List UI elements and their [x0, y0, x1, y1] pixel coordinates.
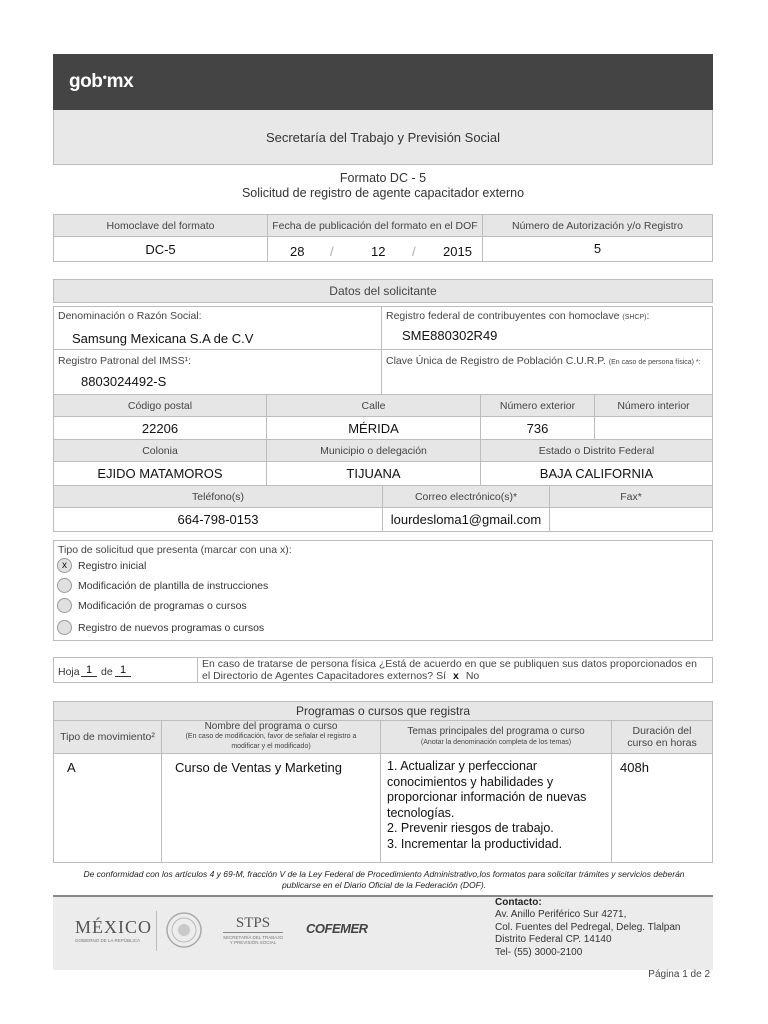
row-temas[interactable]: 1. Actualizar y perfeccionar conocimientos y habilidades y proporcionar información de nuevas tecnologías. 2. Prevenir riesgos de trabajo. 3. Incrementar la productividad. [380, 753, 612, 863]
num-ext-value[interactable]: 736 [480, 416, 595, 440]
radio-label: Registro inicial [78, 559, 147, 572]
footer-band [53, 895, 713, 970]
hoja-value[interactable]: 1 [81, 664, 97, 677]
consent-box [197, 657, 713, 683]
homoclave-label: Homoclave del formato [53, 214, 268, 237]
si-value[interactable]: x [449, 671, 463, 684]
imss-label: Registro Patronal del IMSS¹: [58, 355, 192, 367]
col-nombre-label: Nombre del programa o curso [204, 721, 338, 732]
radio-circle[interactable] [57, 598, 72, 613]
tipo-solicitud-label: Tipo de solicitud que presenta (marcar con una x): [58, 544, 292, 556]
fax-label: Fax* [549, 485, 713, 508]
contact-lines [495, 909, 680, 959]
correo-value[interactable]: lourdesloma1@gmail.com [382, 507, 550, 532]
si-label: Sí [436, 669, 446, 682]
consent-text: En caso de tratarse de persona física ¿Está de acuerdo en que se publiquen sus datos proporcionados en el Directorio de Agentes Capacitadores externos? [202, 658, 697, 682]
rfc-label: Registro federal de contribuyentes con homoclave [386, 310, 620, 322]
stps-sub: SECRETARÍA DEL TRABAJO Y PREVISIÓN SOCIAL [223, 935, 283, 945]
hoja-box [53, 657, 198, 683]
radio-circle[interactable] [57, 620, 72, 635]
radio-label: Modificación de programas o cursos [78, 599, 247, 612]
ministry-banner [53, 110, 713, 165]
curp-label: Clave Única de Registro de Población C.U.R.P. [386, 355, 606, 367]
contact-title: Contacto: [495, 897, 542, 908]
page-number: Página 1 de 2 [648, 969, 710, 980]
radio-label: Modificación de plantilla de instrucciones [78, 579, 269, 592]
cofemer-logo: COFEMER [306, 921, 368, 936]
razon-social-label: Denominación o Razón Social: [58, 310, 202, 322]
stps-logo: STPS [223, 915, 283, 933]
calle-label: Calle [266, 394, 481, 417]
radio-modificacion-plantilla[interactable] [57, 578, 268, 593]
solicitante-title: Datos del solicitante [53, 279, 713, 303]
format-title: Formato DC - 5 [339, 171, 427, 185]
fecha-value [267, 236, 483, 262]
programas-title: Programas o cursos que registra [53, 701, 713, 721]
gobmx-logo: gob●mx [69, 71, 134, 92]
cp-value[interactable]: 22206 [53, 416, 267, 440]
de-value[interactable]: 1 [115, 664, 131, 677]
col-temas-label: Temas principales del programa o curso [407, 726, 585, 737]
row-nombre[interactable]: Curso de Ventas y Marketing [161, 753, 381, 863]
contact-line: Tel- (55) 3000-2100 [495, 946, 583, 958]
radio-modificacion-programas[interactable] [57, 598, 247, 613]
contact-line: Col. Fuentes del Pedregal, Deleg. Tlalpan [495, 921, 681, 933]
col-nombre-small: (En caso de modificación, favor de señalar el registro a modificar y el modificado) [185, 733, 357, 750]
radio-circle[interactable]: x [57, 558, 72, 573]
mexico-sub: GOBIERNO DE LA REPÚBLICA [75, 938, 141, 943]
rfc-value: SME880302R49 [402, 328, 498, 343]
no-value[interactable] [482, 671, 500, 684]
col-nombre-programa [161, 720, 381, 754]
format-subtitle: Solicitud de registro de agente capacitador externo [241, 186, 525, 200]
colonia-label: Colonia [53, 439, 267, 462]
fecha-year: 2015 [443, 244, 472, 259]
autorizacion-label: Número de Autorización y/o Registro [482, 214, 713, 237]
row-duracion[interactable]: 408h [611, 753, 713, 863]
razon-social-value: Samsung Mexicana S.A de C.V [72, 331, 254, 346]
imss-field[interactable] [53, 349, 382, 395]
fecha-month: 12 [371, 244, 386, 259]
rfc-field[interactable]: Registro federal de contribuyentes con homoclave (SHCP): SME880302R49 [381, 306, 713, 350]
estado-label: Estado o Distrito Federal [480, 439, 713, 462]
num-ext-label: Número exterior [480, 394, 595, 417]
fecha-day: 28 [290, 244, 305, 259]
top-bar [53, 54, 713, 110]
num-int-value[interactable] [594, 416, 713, 440]
homoclave-value: DC-5 [53, 236, 268, 262]
correo-label: Correo electrónico(s)* [382, 485, 550, 508]
curp-small: (En caso de persona física) *: [608, 359, 701, 366]
radio-registro-inicial[interactable] [57, 558, 146, 573]
col-tipo-movimiento: Tipo de movimiento² [53, 720, 162, 754]
imss-value: 8803024492-S [81, 374, 167, 389]
contact-line: Distrito Federal CP. 14140 [495, 934, 612, 945]
curp-field[interactable] [381, 349, 713, 395]
fax-value[interactable] [549, 507, 713, 532]
municipio-label: Municipio o delegación [266, 439, 481, 462]
contact-line: Av. Anillo Periférico Sur 4271, [495, 909, 627, 920]
razon-social-field[interactable] [53, 306, 382, 350]
seal-icon [165, 909, 203, 956]
no-label: No [465, 669, 480, 682]
estado-value[interactable]: BAJA CALIFORNIA [480, 461, 713, 486]
hoja-label: Hoja [58, 666, 80, 678]
footer-divider [156, 911, 157, 951]
num-int-label: Número interior [594, 394, 713, 417]
telefono-value[interactable]: 664-798-0153 [53, 507, 383, 532]
ministry-title: Secretaría del Trabajo y Previsión Social [265, 129, 501, 145]
radio-circle[interactable] [57, 578, 72, 593]
telefono-label: Teléfono(s) [53, 485, 383, 508]
cp-label: Código postal [53, 394, 267, 417]
legal-note: De conformidad con los artículos 4 y 69-M, fracción V de la Ley Federal de Procedimiento Administrativo,los formatos para solicitar trámites y servicios deberán publicarse en el Diario Oficial de la Federación (DOF). [83, 869, 685, 890]
fecha-label: Fecha de publicación del formato en el DOF [267, 214, 483, 237]
col-duracion: Duración del curso en horas [611, 720, 713, 754]
municipio-value[interactable]: TIJUANA [266, 461, 481, 486]
radio-registro-nuevos[interactable] [57, 620, 264, 635]
fecha-slash: / [330, 244, 334, 259]
fecha-slash: / [412, 244, 416, 259]
calle-value[interactable]: MÉRIDA [266, 416, 481, 440]
colonia-value[interactable]: EJIDO MATAMOROS [53, 461, 267, 486]
col-temas-small: (Anotar la denominación completa de los temas) [420, 739, 572, 746]
de-label: de [101, 666, 113, 678]
row-tipo[interactable]: A [53, 753, 162, 863]
autorizacion-value: 5 [482, 236, 713, 262]
mexico-logo: MÉXICO [75, 917, 152, 937]
rfc-small: (SHCP) [622, 314, 647, 321]
radio-label: Registro de nuevos programas o cursos [78, 621, 265, 634]
col-temas [380, 720, 612, 754]
